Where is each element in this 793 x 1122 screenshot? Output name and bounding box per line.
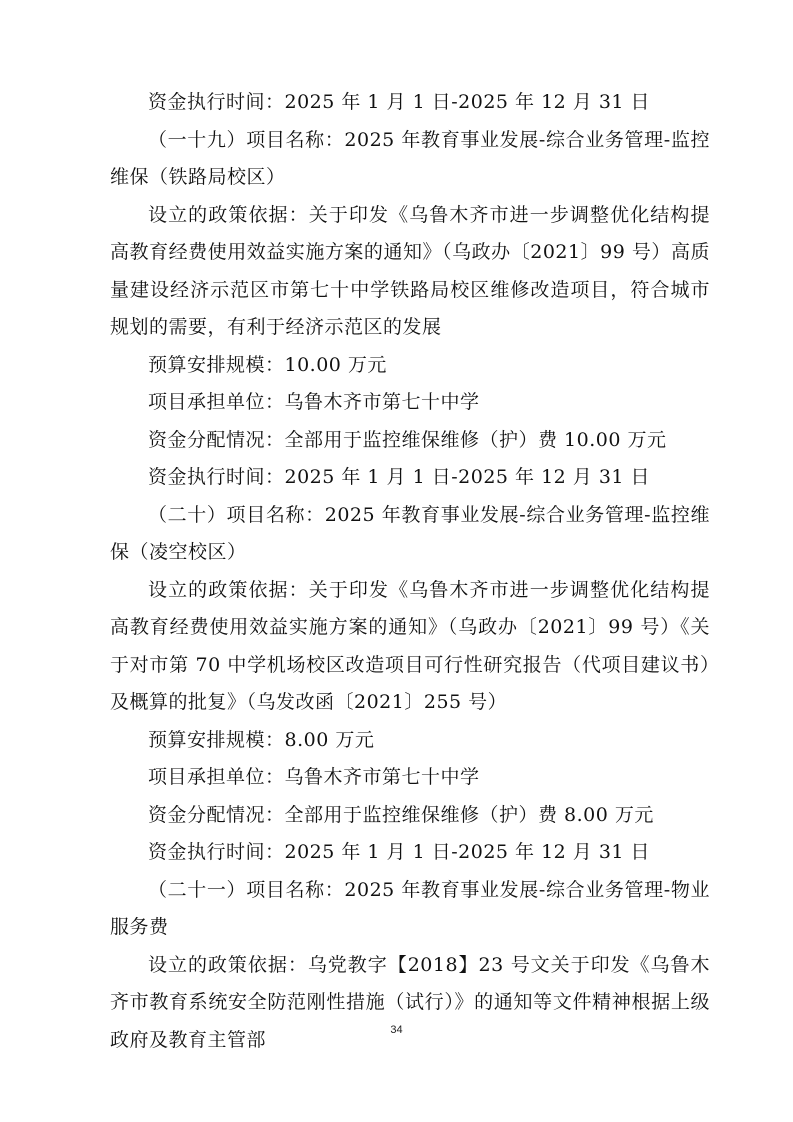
fund-period-20: 资金执行时间：2025 年 1 月 1 日-2025 年 12 月 31 日 [148, 841, 651, 863]
budget-scale-19: 预算安排规模：10.00 万元 [148, 353, 387, 376]
project-heading-21: （二十一）项目名称：2025 年教育事业发展-综合业务管理-物业服务费 [110, 878, 710, 938]
policy-basis-20: 设立的政策依据：关于印发《乌鲁木齐市进一步调整优化结构提高教育经费使用效益实施方案的通知》（乌政办〔2021〕99 号）《关于对市第 70 中学机场校区改造项目可行性研究报告（代项目建议书）及概算的批复》（乌发改函〔2021〕255 号） [110, 578, 710, 713]
project-heading-20: （二十）项目名称：2025 年教育事业发展-综合业务管理-监控维保（凌空校区） [110, 503, 710, 563]
page-body [110, 84, 710, 1059]
fund-allocation-19: 资金分配情况：全部用于监控维保维修（护）费 10.00 万元 [148, 428, 667, 451]
page-number: 34 [390, 1024, 403, 1036]
undertaking-unit-19: 项目承担单位：乌鲁木齐市第七十中学 [148, 391, 480, 413]
budget-scale-20: 预算安排规模：8.00 万元 [148, 728, 375, 751]
fund-allocation-20: 资金分配情况：全部用于监控维保维修（护）费 8.00 万元 [148, 803, 654, 826]
policy-basis-19: 设立的政策依据：关于印发《乌鲁木齐市进一步调整优化结构提高教育经费使用效益实施方案的通知》（乌政办〔2021〕99 号）高质量建设经济示范区市第七十中学铁路局校区维修改造项目，符合城市规划的需要，有利于经济示范区的发展 [110, 203, 710, 338]
policy-basis-21: 设立的政策依据：乌党教字【2018】23 号文关于印发《乌鲁木齐市教育系统安全防范刚性措施（试行）》的通知等文件精神根据上级政府及教育主管部 [110, 953, 710, 1051]
project-heading-19: （一十九）项目名称：2025 年教育事业发展-综合业务管理-监控维保（铁路局校区） [110, 128, 710, 188]
undertaking-unit-20: 项目承担单位：乌鲁木齐市第七十中学 [148, 766, 480, 788]
paragraph-fund-period-19: 资金执行时间：2025 年 1 月 1 日-2025 年 12 月 31 日 [148, 91, 651, 113]
fund-period-19: 资金执行时间：2025 年 1 月 1 日-2025 年 12 月 31 日 [148, 466, 651, 488]
